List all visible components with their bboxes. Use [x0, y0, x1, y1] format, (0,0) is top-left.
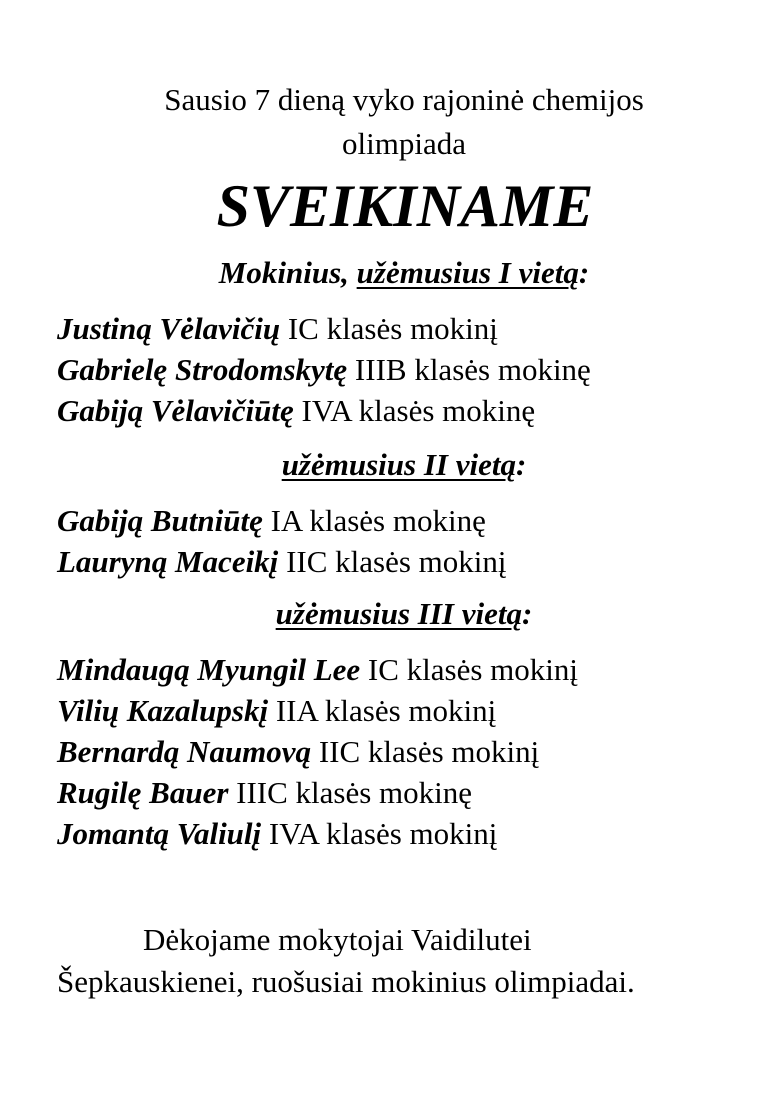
list-item — [57, 500, 506, 541]
student-class: IVA klasės mokinę — [293, 393, 536, 428]
list-item — [57, 649, 578, 690]
list-item — [57, 690, 578, 731]
student-name: Gabiją Butniūtę — [57, 503, 263, 538]
intro-line-2: olimpiada — [342, 126, 466, 161]
intro-line-1: Sausio 7 dieną vyko rajoninė chemijos — [164, 82, 644, 117]
second-place-list — [57, 500, 506, 582]
student-class: IIIC klasės mokinę — [228, 775, 473, 810]
list-item — [57, 731, 578, 772]
first-place-heading — [0, 253, 780, 293]
student-name: Gabiją Vėlavičiūtę — [57, 393, 294, 428]
third-place-heading — [0, 594, 780, 634]
third-place-title: užėmusius III vietą — [275, 596, 522, 631]
student-name: Justiną Vėlavičių — [57, 311, 281, 346]
thanks-line-2: Šepkauskienei, ruošusiai mokinius olimpiadai. — [57, 964, 635, 999]
list-item — [57, 308, 591, 349]
student-name: Jomantą Valiulį — [57, 816, 262, 851]
student-class: IA klasės mokinę — [262, 503, 486, 538]
student-name: Lauryną Maceikį — [57, 544, 279, 579]
student-class: IC klasės mokinį — [280, 311, 498, 346]
first-place-title: užėmusius I vietą — [356, 255, 579, 290]
second-place-title: užėmusius II vietą — [281, 447, 516, 482]
student-name: Rugilę Bauer — [57, 775, 229, 810]
first-place-prefix: Mokinius, — [218, 255, 357, 290]
student-name: Vilių Kazalupskį — [57, 693, 269, 728]
third-place-colon: : — [522, 596, 533, 631]
student-name: Mindaugą Myungil Lee — [57, 652, 361, 687]
thanks-paragraph — [57, 919, 635, 1003]
list-item — [57, 541, 506, 582]
first-place-list — [57, 308, 591, 431]
list-item — [57, 349, 591, 390]
congratulations-headline: SVEIKINAME — [216, 173, 594, 239]
student-class: IIA klasės mokinį — [268, 693, 497, 728]
list-item — [57, 772, 578, 813]
first-place-colon: : — [578, 255, 590, 290]
list-item — [57, 390, 591, 431]
student-class: IIC klasės mokinį — [311, 734, 540, 769]
thanks-line-1: Dėkojame mokytojai Vaidilutei — [143, 922, 532, 957]
second-place-colon: : — [515, 447, 527, 482]
student-name: Bernardą Naumovą — [57, 734, 312, 769]
list-item — [57, 813, 578, 854]
third-place-list — [57, 649, 578, 854]
second-place-heading — [0, 445, 780, 485]
student-class: IIC klasės mokinį — [278, 544, 507, 579]
student-name: Gabrielę Strodomskytę — [57, 352, 348, 387]
student-class: IC klasės mokinį — [360, 652, 579, 687]
student-class: IIIB klasės mokinę — [347, 352, 591, 387]
intro-text — [0, 78, 780, 166]
student-class: IVA klasės mokinį — [261, 816, 498, 851]
